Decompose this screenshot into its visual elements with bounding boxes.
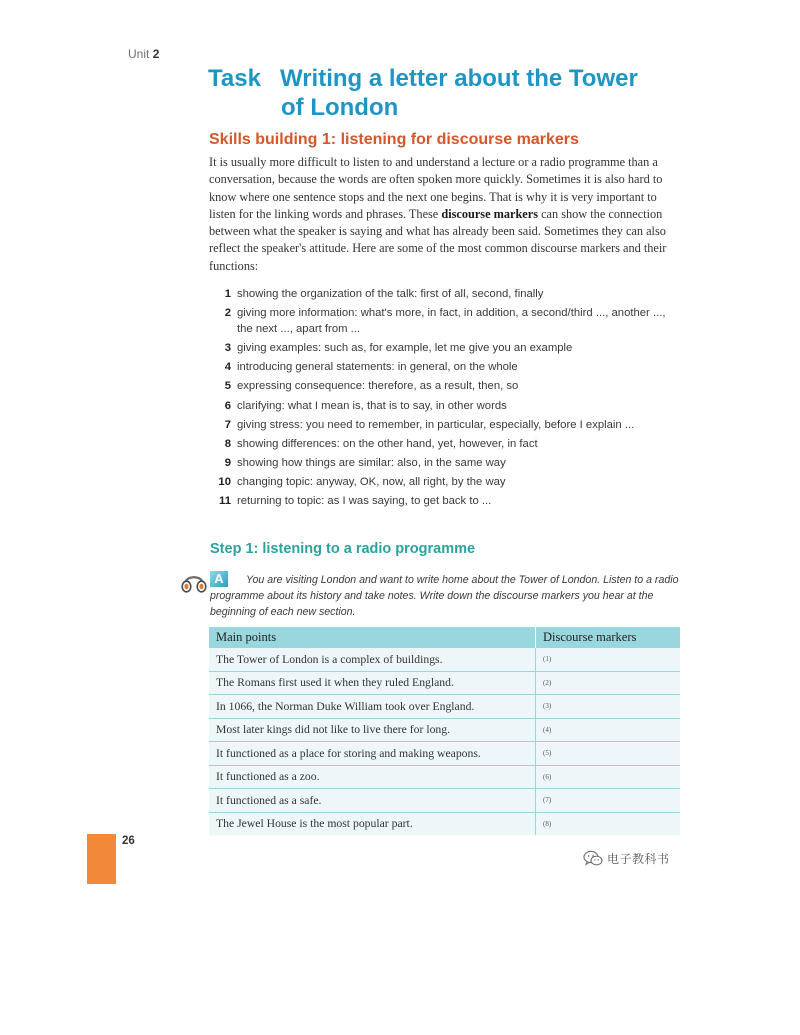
- watermark: [583, 850, 670, 867]
- list-item-text: returning to topic: as I was saying, to get back to ...: [237, 495, 492, 508]
- title-task-word: Task: [208, 65, 261, 92]
- title-line1: Writing a letter about the Tower: [280, 65, 638, 92]
- table-row: [209, 671, 680, 695]
- list-item: [207, 358, 677, 377]
- main-point-cell: The Romans first used it when they ruled England.: [209, 671, 536, 695]
- table-row: [209, 648, 680, 671]
- main-point-cell: It functioned as a safe.: [209, 789, 536, 813]
- list-item-number: 10: [218, 476, 231, 489]
- list-item-text: introducing general statements: in general, on the whole: [237, 361, 518, 374]
- list-item: [207, 434, 677, 453]
- page-title: [208, 64, 638, 122]
- list-item: [207, 415, 677, 434]
- main-point-cell: The Jewel House is the most popular part.: [209, 812, 536, 835]
- list-item-text: showing differences: on the other hand, yet, however, in fact: [237, 437, 538, 450]
- page-number: 26: [122, 835, 135, 847]
- intro-text-before: It is usually more difficult to listen to and understand a lecture or a radio programme than a conversation, because the words are often spoken more quickly. Sometimes it is also hard to know where one sentence stops and the next one begins. That is why it is very important to listen for the linking words and phrases. These: [209, 155, 663, 221]
- intro-paragraph: [209, 154, 679, 275]
- table-row: [209, 812, 680, 835]
- main-point-cell: It functioned as a zoo.: [209, 765, 536, 789]
- page-tab: [87, 834, 116, 884]
- exercise-a-badge: A: [210, 571, 228, 587]
- list-item-text: changing topic: anyway, OK, now, all right, by the way: [237, 476, 506, 489]
- intro-bold-term: discourse markers: [441, 206, 539, 221]
- table-row: [209, 742, 680, 766]
- table-row: [209, 718, 680, 742]
- table-row: [209, 789, 680, 813]
- list-item-number: 5: [224, 380, 231, 393]
- list-item: [207, 377, 677, 396]
- column-header-main-points: Main points: [209, 627, 536, 648]
- list-item-text: giving examples: such as, for example, let me give you an example: [237, 341, 573, 354]
- list-item: [207, 473, 677, 492]
- table-row: [209, 695, 680, 719]
- list-item: [207, 303, 677, 338]
- list-item-number: 9: [224, 457, 231, 470]
- table-row: [209, 765, 680, 789]
- intro-text-after: can show the connection between what the speaker is saying and what has already been said. Sometimes they can also reflect the speaker's attitude. Here are some of the most common discourse markers and their functions:: [209, 206, 667, 273]
- list-item-text: giving stress: you need to remember, in particular, especially, before I explain ...: [237, 418, 635, 431]
- list-item-number: 1: [224, 287, 231, 300]
- list-item-text: expressing consequence: therefore, as a result, then, so: [237, 380, 519, 393]
- list-item: [207, 396, 677, 415]
- exercise-instructions: You are visiting London and want to write home about the Tower of London. Listen to a radio programme about its history and take notes. Write down the discourse markers you hear at the beginning of each new section.: [210, 574, 679, 618]
- step1-heading: Step 1: listening to a radio programme: [210, 541, 476, 557]
- list-item-number: 3: [224, 341, 231, 354]
- list-item-number: 2: [224, 306, 231, 319]
- discourse-marker-cell[interactable]: (7): [536, 789, 681, 813]
- watermark-text: 电子教科书: [607, 852, 670, 866]
- list-item: [207, 492, 677, 511]
- list-item-number: 11: [219, 495, 231, 508]
- list-item-text: showing how things are similar: also, in the same way: [237, 457, 506, 470]
- notes-table: [209, 627, 680, 835]
- column-header-discourse-markers: Discourse markers: [536, 627, 681, 648]
- unit-label-text: Unit: [128, 47, 150, 61]
- list-item-number: 8: [224, 437, 231, 450]
- discourse-marker-cell[interactable]: (2): [536, 671, 681, 695]
- skills-heading: Skills building 1: listening for discourse markers: [209, 131, 579, 148]
- list-item: [207, 454, 677, 473]
- table-header-row: [209, 627, 680, 648]
- discourse-marker-cell[interactable]: (5): [536, 742, 681, 766]
- discourse-marker-cell[interactable]: (8): [536, 812, 681, 835]
- unit-number: 2: [152, 47, 160, 61]
- title-line2: of London: [281, 94, 399, 121]
- unit-label: [128, 47, 159, 61]
- list-item-number: 6: [224, 399, 231, 412]
- list-item: [207, 338, 677, 357]
- main-point-cell: Most later kings did not like to live there for long.: [209, 718, 536, 742]
- main-point-cell: It functioned as a place for storing and making weapons.: [209, 742, 536, 766]
- main-point-cell: In 1066, the Norman Duke William took over England.: [209, 695, 536, 719]
- discourse-marker-cell[interactable]: (6): [536, 765, 681, 789]
- discourse-marker-cell[interactable]: (3): [536, 695, 681, 719]
- list-item: [207, 284, 677, 303]
- discourse-marker-list: [207, 284, 677, 511]
- main-point-cell: The Tower of London is a complex of buildings.: [209, 648, 536, 671]
- list-item-text: giving more information: what's more, in fact, in addition, a second/third ..., another ..., the next ..., apart from ...: [237, 306, 666, 335]
- list-item-number: 7: [224, 418, 231, 431]
- discourse-marker-cell[interactable]: (1): [536, 648, 681, 671]
- wechat-icon: [583, 850, 603, 867]
- list-item-text: clarifying: what I mean is, that is to say, in other words: [237, 399, 507, 412]
- list-item-number: 4: [224, 361, 231, 374]
- headphones-icon: [178, 569, 210, 595]
- list-item-text: showing the organization of the talk: first of all, second, finally: [237, 287, 544, 300]
- discourse-marker-cell[interactable]: (4): [536, 718, 681, 742]
